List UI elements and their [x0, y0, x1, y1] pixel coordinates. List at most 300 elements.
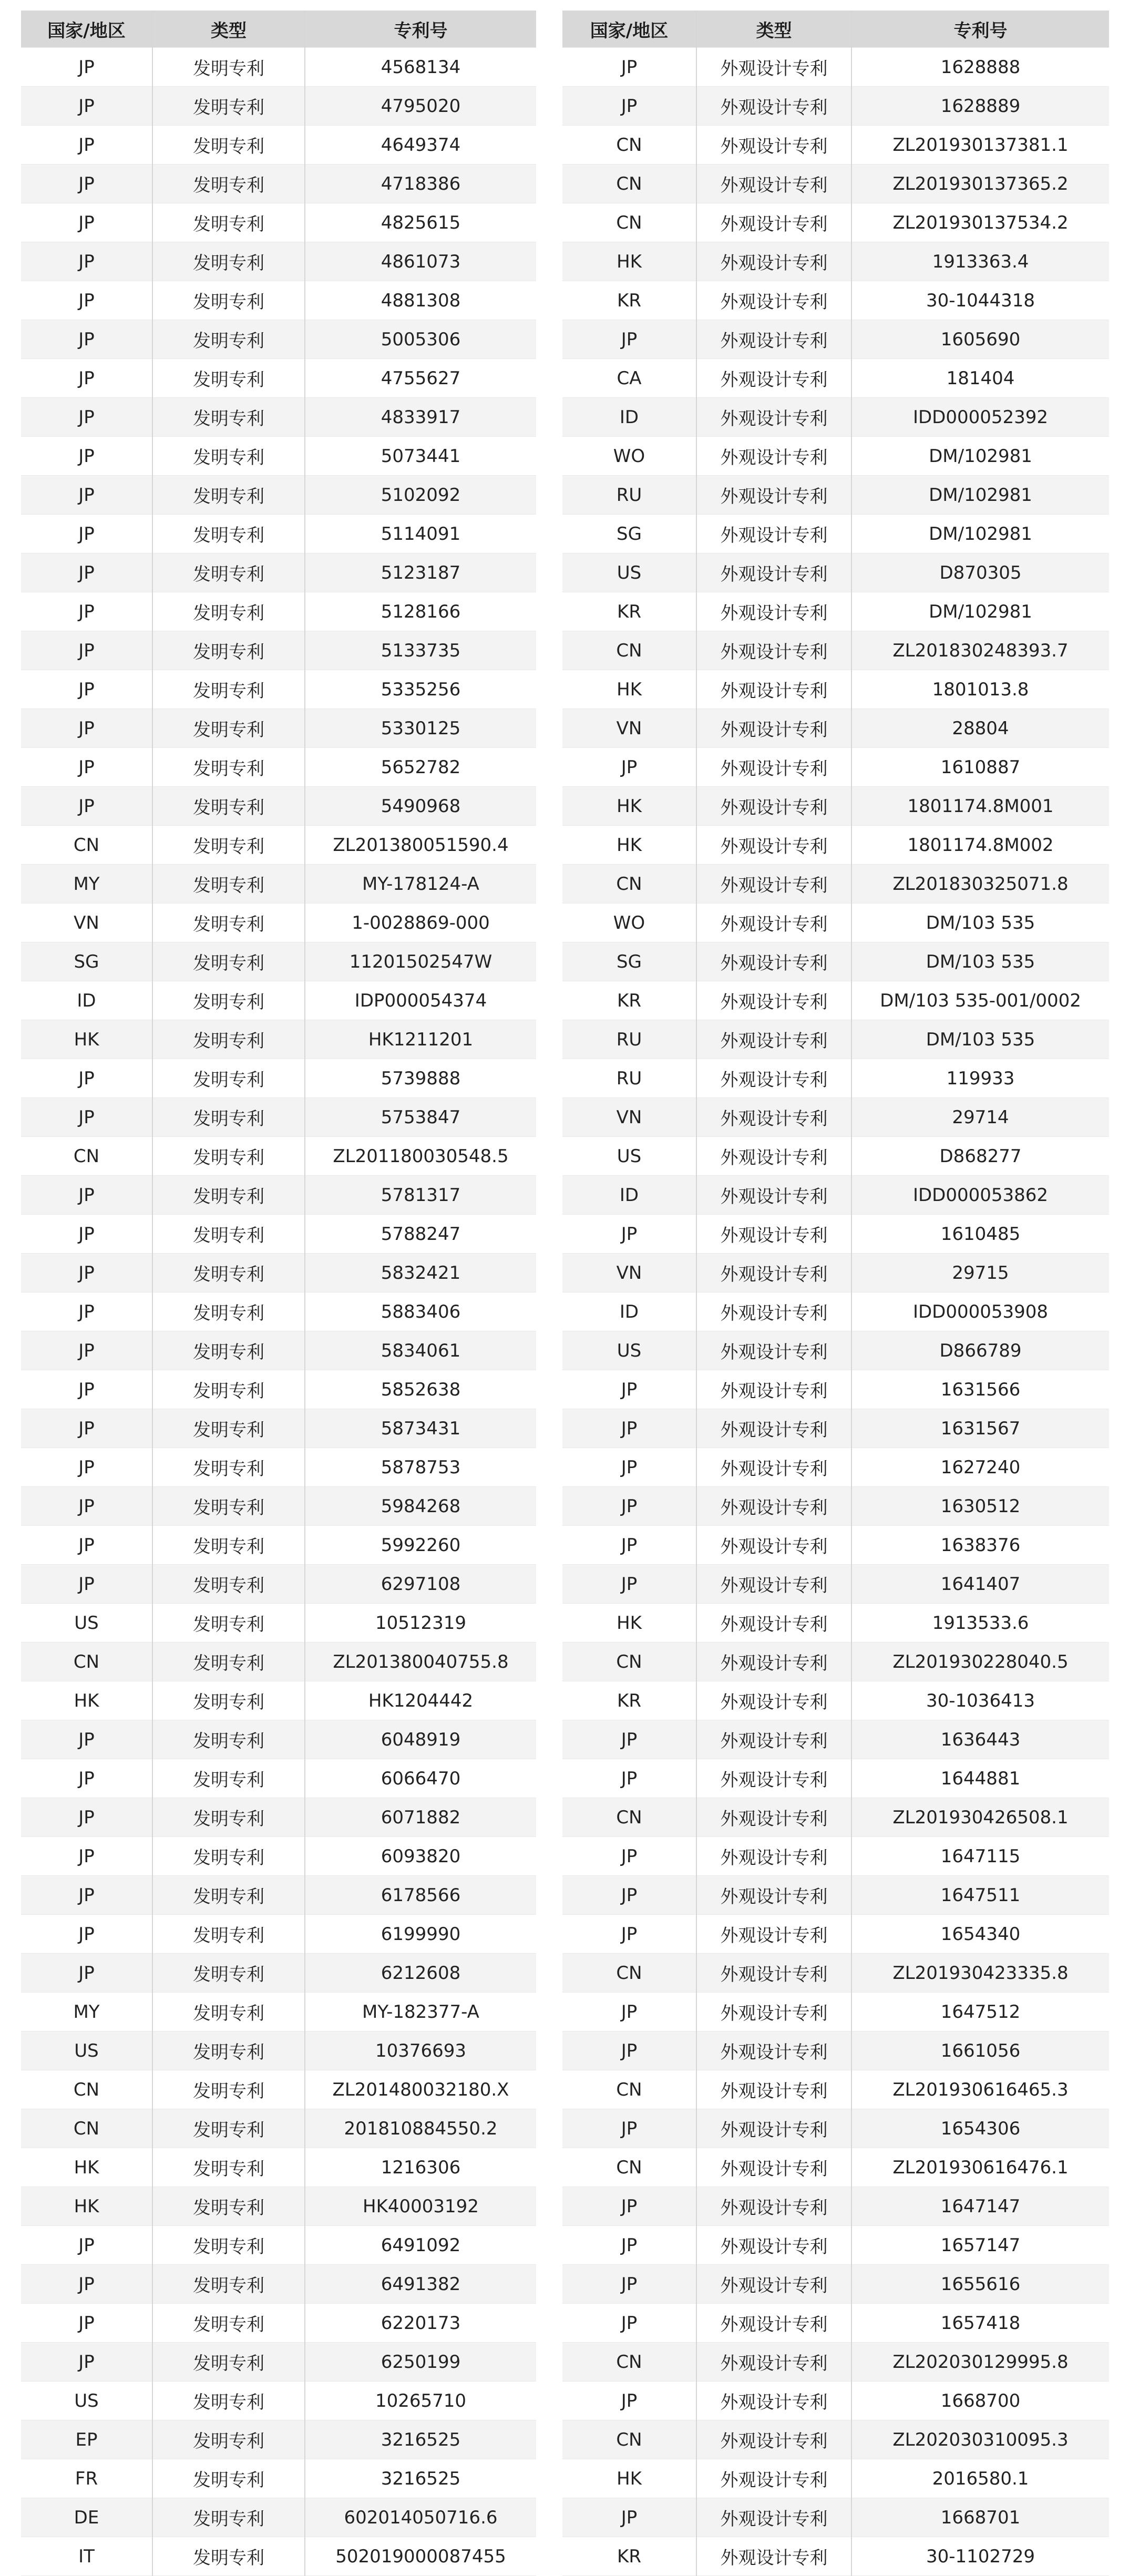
table-row — [562, 1604, 1109, 1643]
cell-patent-number: 5984268 — [305, 1487, 536, 1526]
cell-type: 外观设计专利 — [696, 126, 851, 165]
cell-type: 发明专利 — [152, 1370, 305, 1409]
cell-patent-number: ZL201930616465.3 — [851, 2070, 1109, 2109]
cell-patent-number: 30-1102729 — [851, 2537, 1109, 2576]
cell-patent-number: D870305 — [851, 553, 1109, 592]
cell-type: 外观设计专利 — [696, 592, 851, 631]
table-row — [562, 1837, 1109, 1876]
table-row — [21, 87, 536, 126]
table-row — [21, 670, 536, 709]
cell-type: 发明专利 — [152, 2031, 305, 2070]
cell-type: 外观设计专利 — [696, 2459, 851, 2498]
cell-type: 发明专利 — [152, 398, 305, 437]
cell-type: 发明专利 — [152, 2070, 305, 2109]
cell-patent-number: 5832421 — [305, 1254, 536, 1292]
cell-patent-number: MY-178124-A — [305, 865, 536, 904]
cell-patent-number: 4568134 — [305, 48, 536, 87]
cell-patent-number: 4755627 — [305, 359, 536, 398]
cell-type: 发明专利 — [152, 1798, 305, 1837]
cell-country: ID — [562, 398, 696, 437]
cell-patent-number: 6297108 — [305, 1565, 536, 1604]
cell-patent-number: DM/102981 — [851, 592, 1109, 631]
cell-country: CN — [562, 631, 696, 670]
cell-country: JP — [21, 1370, 152, 1409]
table-row — [21, 1215, 536, 1254]
cell-type: 发明专利 — [152, 281, 305, 320]
table-row — [21, 1681, 536, 1720]
cell-country: US — [562, 553, 696, 592]
table-row — [562, 709, 1109, 748]
cell-country: HK — [562, 2459, 696, 2498]
cell-country: JP — [21, 1876, 152, 1915]
cell-type: 发明专利 — [152, 865, 305, 904]
cell-type: 外观设计专利 — [696, 553, 851, 592]
cell-country: JP — [21, 1526, 152, 1565]
cell-type: 发明专利 — [152, 1565, 305, 1604]
cell-country: JP — [21, 631, 152, 670]
table-row — [21, 631, 536, 670]
cell-type: 外观设计专利 — [696, 1370, 851, 1409]
table-row — [21, 1526, 536, 1565]
cell-type: 外观设计专利 — [696, 1059, 851, 1098]
table-row — [562, 1292, 1109, 1331]
cell-country: WO — [562, 904, 696, 942]
cell-patent-number: D868277 — [851, 1137, 1109, 1176]
table-row — [562, 553, 1109, 592]
cell-patent-number: ZL201930616476.1 — [851, 2148, 1109, 2187]
cell-patent-number: 119933 — [851, 1059, 1109, 1098]
cell-country: JP — [21, 2265, 152, 2304]
cell-type: 外观设计专利 — [696, 1254, 851, 1292]
cell-patent-number: 1644881 — [851, 1759, 1109, 1798]
table-row — [562, 1759, 1109, 1798]
cell-type: 外观设计专利 — [696, 281, 851, 320]
table-row — [21, 1098, 536, 1137]
table-row — [562, 1876, 1109, 1915]
cell-country: RU — [562, 476, 696, 515]
cell-country: US — [562, 1137, 696, 1176]
cell-patent-number: IDD000053862 — [851, 1176, 1109, 1215]
table-row — [21, 515, 536, 553]
cell-patent-number: 1801174.8M001 — [851, 787, 1109, 826]
table-row — [21, 1059, 536, 1098]
table-row — [562, 1098, 1109, 1137]
cell-patent-number: 4825615 — [305, 203, 536, 242]
table-row — [21, 48, 536, 87]
cell-patent-number: 29714 — [851, 1098, 1109, 1137]
cell-type: 发明专利 — [152, 942, 305, 981]
table-row — [562, 1059, 1109, 1098]
cell-patent-number: IDD000052392 — [851, 398, 1109, 437]
table-row — [21, 242, 536, 281]
cell-type: 发明专利 — [152, 1487, 305, 1526]
table-row — [562, 1137, 1109, 1176]
table-row — [562, 2304, 1109, 2343]
cell-patent-number: 5878753 — [305, 1448, 536, 1487]
cell-type: 外观设计专利 — [696, 515, 851, 553]
cell-country: KR — [562, 981, 696, 1020]
table-row — [21, 904, 536, 942]
table-row — [21, 1720, 536, 1759]
cell-type: 外观设计专利 — [696, 826, 851, 865]
cell-type: 外观设计专利 — [696, 2187, 851, 2226]
cell-type: 外观设计专利 — [696, 2070, 851, 2109]
cell-country: CN — [21, 826, 152, 865]
cell-type: 外观设计专利 — [696, 87, 851, 126]
table-row — [21, 2226, 536, 2265]
cell-patent-number: ZL201480032180.X — [305, 2070, 536, 2109]
table-row — [562, 2070, 1109, 2109]
table-row — [21, 1176, 536, 1215]
cell-country: JP — [21, 1759, 152, 1798]
cell-type: 外观设计专利 — [696, 1176, 851, 1215]
cell-country: JP — [21, 398, 152, 437]
cell-patent-number: DM/103 535 — [851, 904, 1109, 942]
table-row — [562, 2187, 1109, 2226]
cell-type: 外观设计专利 — [696, 203, 851, 242]
cell-type: 外观设计专利 — [696, 2304, 851, 2343]
cell-type: 外观设计专利 — [696, 1487, 851, 1526]
cell-patent-number: 1668700 — [851, 2382, 1109, 2420]
cell-patent-number: 5128166 — [305, 592, 536, 631]
table-row — [562, 1915, 1109, 1954]
table-row — [562, 320, 1109, 359]
table-row — [562, 1526, 1109, 1565]
cell-patent-number: ZL201930137381.1 — [851, 126, 1109, 165]
cell-patent-number: 1913363.4 — [851, 242, 1109, 281]
cell-type: 外观设计专利 — [696, 1526, 851, 1565]
cell-type: 外观设计专利 — [696, 1837, 851, 1876]
cell-patent-number: ZL201380040755.8 — [305, 1643, 536, 1681]
cell-type: 发明专利 — [152, 1098, 305, 1137]
table-row — [562, 87, 1109, 126]
cell-type: 外观设计专利 — [696, 476, 851, 515]
cell-country: HK — [21, 2148, 152, 2187]
cell-type: 发明专利 — [152, 1059, 305, 1098]
cell-type: 外观设计专利 — [696, 2226, 851, 2265]
cell-patent-number: 1654340 — [851, 1915, 1109, 1954]
cell-country: MY — [21, 1993, 152, 2031]
cell-patent-number: 6220173 — [305, 2304, 536, 2343]
table-row — [562, 281, 1109, 320]
cell-country: JP — [562, 1215, 696, 1254]
table-row — [562, 1681, 1109, 1720]
table-header-row — [562, 11, 1109, 48]
cell-country: SG — [562, 515, 696, 553]
cell-type: 外观设计专利 — [696, 1137, 851, 1176]
cell-country: HK — [21, 1020, 152, 1059]
cell-type: 发明专利 — [152, 1604, 305, 1643]
table-row — [21, 1643, 536, 1681]
table-row — [562, 476, 1109, 515]
table-row — [562, 826, 1109, 865]
cell-type: 发明专利 — [152, 2343, 305, 2382]
cell-patent-number: 1636443 — [851, 1720, 1109, 1759]
table-row — [562, 2109, 1109, 2148]
table-row — [562, 592, 1109, 631]
table-row — [21, 1798, 536, 1837]
cell-type: 外观设计专利 — [696, 1448, 851, 1487]
cell-patent-number: HK40003192 — [305, 2187, 536, 2226]
cell-country: JP — [21, 476, 152, 515]
cell-type: 外观设计专利 — [696, 1993, 851, 2031]
cell-patent-number: 1628889 — [851, 87, 1109, 126]
cell-patent-number: 10512319 — [305, 1604, 536, 1643]
cell-country: US — [21, 2031, 152, 2070]
cell-country: FR — [21, 2459, 152, 2498]
cell-type: 外观设计专利 — [696, 631, 851, 670]
table-row — [562, 2031, 1109, 2070]
cell-country: JP — [21, 1720, 152, 1759]
cell-patent-number: 29715 — [851, 1254, 1109, 1292]
cell-patent-number: 1638376 — [851, 1526, 1109, 1565]
cell-type: 发明专利 — [152, 87, 305, 126]
cell-patent-number: ZL201930137534.2 — [851, 203, 1109, 242]
cell-country: JP — [21, 1254, 152, 1292]
cell-country: JP — [562, 320, 696, 359]
cell-type: 发明专利 — [152, 126, 305, 165]
table-row — [21, 398, 536, 437]
cell-patent-number: 1216306 — [305, 2148, 536, 2187]
table-row — [21, 2070, 536, 2109]
cell-type: 发明专利 — [152, 1176, 305, 1215]
table-row — [21, 1954, 536, 1993]
table-row — [21, 2265, 536, 2304]
cell-country: KR — [562, 281, 696, 320]
cell-country: JP — [21, 709, 152, 748]
cell-type: 外观设计专利 — [696, 2420, 851, 2459]
cell-patent-number: 4833917 — [305, 398, 536, 437]
table-row — [562, 1565, 1109, 1604]
cell-patent-number: 30-1044318 — [851, 281, 1109, 320]
table-row — [21, 437, 536, 476]
table-row — [21, 1993, 536, 2031]
cell-patent-number: 1913533.6 — [851, 1604, 1109, 1643]
cell-patent-number: 10265710 — [305, 2382, 536, 2420]
table-row — [21, 359, 536, 398]
cell-patent-number: DM/102981 — [851, 515, 1109, 553]
cell-patent-number: 5781317 — [305, 1176, 536, 1215]
cell-country: JP — [562, 2187, 696, 2226]
table-row — [21, 2382, 536, 2420]
cell-patent-number: 1647512 — [851, 1993, 1109, 2031]
table-row — [21, 709, 536, 748]
cell-type: 外观设计专利 — [696, 1915, 851, 1954]
cell-country: JP — [562, 1915, 696, 1954]
cell-type: 外观设计专利 — [696, 437, 851, 476]
table-row — [21, 1020, 536, 1059]
cell-type: 外观设计专利 — [696, 1681, 851, 1720]
cell-patent-number: 1631566 — [851, 1370, 1109, 1409]
table-row — [21, 2537, 536, 2576]
cell-country: JP — [21, 1565, 152, 1604]
table-row — [21, 2304, 536, 2343]
cell-patent-number: 1654306 — [851, 2109, 1109, 2148]
cell-type: 发明专利 — [152, 1215, 305, 1254]
table-row — [562, 398, 1109, 437]
table-row — [21, 942, 536, 981]
cell-type: 发明专利 — [152, 2537, 305, 2576]
cell-country: VN — [21, 904, 152, 942]
cell-country: JP — [21, 2343, 152, 2382]
cell-type: 外观设计专利 — [696, 2148, 851, 2187]
table-row — [21, 592, 536, 631]
cell-type: 发明专利 — [152, 670, 305, 709]
cell-country: JP — [21, 2304, 152, 2343]
cell-country: CN — [562, 2420, 696, 2459]
cell-patent-number: 6093820 — [305, 1837, 536, 1876]
cell-country: US — [21, 2382, 152, 2420]
cell-patent-number: 6071882 — [305, 1798, 536, 1837]
cell-country: JP — [21, 1331, 152, 1370]
cell-country: JP — [562, 2304, 696, 2343]
cell-patent-number: ZL201930228040.5 — [851, 1643, 1109, 1681]
table-row — [562, 981, 1109, 1020]
table-row — [562, 437, 1109, 476]
cell-country: US — [21, 1604, 152, 1643]
cell-country: VN — [562, 1254, 696, 1292]
cell-patent-number: 5834061 — [305, 1331, 536, 1370]
cell-type: 外观设计专利 — [696, 1331, 851, 1370]
cell-country: JP — [21, 1487, 152, 1526]
cell-country: JP — [562, 1993, 696, 2031]
cell-type: 外观设计专利 — [696, 1720, 851, 1759]
cell-type: 外观设计专利 — [696, 2109, 851, 2148]
table-row — [21, 865, 536, 904]
cell-type: 外观设计专利 — [696, 981, 851, 1020]
cell-type: 外观设计专利 — [696, 1409, 851, 1448]
cell-type: 外观设计专利 — [696, 2265, 851, 2304]
cell-patent-number: DM/103 535 — [851, 942, 1109, 981]
table-row — [562, 126, 1109, 165]
cell-country: CN — [562, 165, 696, 203]
table-row — [562, 48, 1109, 87]
cell-patent-number: IDD000053908 — [851, 1292, 1109, 1331]
cell-type: 发明专利 — [152, 2420, 305, 2459]
cell-patent-number: 30-1036413 — [851, 1681, 1109, 1720]
cell-patent-number: 5883406 — [305, 1292, 536, 1331]
cell-type: 外观设计专利 — [696, 320, 851, 359]
cell-patent-number: ZL201380051590.4 — [305, 826, 536, 865]
table-row — [21, 1759, 536, 1798]
table-row — [21, 1409, 536, 1448]
cell-country: JP — [562, 2265, 696, 2304]
invention-patents-panel — [21, 11, 536, 2576]
cell-patent-number: 5788247 — [305, 1215, 536, 1254]
table-row — [21, 1604, 536, 1643]
cell-country: JP — [21, 1292, 152, 1331]
cell-country: WO — [562, 437, 696, 476]
cell-type: 发明专利 — [152, 48, 305, 87]
cell-type: 外观设计专利 — [696, 904, 851, 942]
cell-type: 发明专利 — [152, 2498, 305, 2537]
cell-patent-number: 1631567 — [851, 1409, 1109, 1448]
cell-patent-number: 4649374 — [305, 126, 536, 165]
cell-country: CN — [562, 203, 696, 242]
cell-country: JP — [21, 1409, 152, 1448]
cell-country: HK — [562, 670, 696, 709]
cell-patent-number: HK1204442 — [305, 1681, 536, 1720]
cell-type: 发明专利 — [152, 1331, 305, 1370]
table-row — [562, 2537, 1109, 2576]
table-row — [21, 1837, 536, 1876]
cell-patent-number: 6491382 — [305, 2265, 536, 2304]
cell-country: JP — [562, 2226, 696, 2265]
cell-country: JP — [562, 1409, 696, 1448]
table-row — [562, 748, 1109, 787]
cell-type: 发明专利 — [152, 320, 305, 359]
table-row — [21, 1137, 536, 1176]
table-row — [562, 2226, 1109, 2265]
cell-patent-number: 1628888 — [851, 48, 1109, 87]
cell-country: JP — [562, 1565, 696, 1604]
table-row — [21, 2498, 536, 2537]
table-row — [562, 1993, 1109, 2031]
cell-patent-number: 6199990 — [305, 1915, 536, 1954]
table-row — [562, 904, 1109, 942]
cell-patent-number: 1630512 — [851, 1487, 1109, 1526]
cell-country: JP — [21, 1915, 152, 1954]
table-row — [21, 1448, 536, 1487]
cell-country: HK — [21, 1681, 152, 1720]
cell-type: 发明专利 — [152, 2265, 305, 2304]
cell-patent-number: 5873431 — [305, 1409, 536, 1448]
cell-type: 外观设计专利 — [696, 359, 851, 398]
cell-type: 发明专利 — [152, 709, 305, 748]
cell-patent-number: 5852638 — [305, 1370, 536, 1409]
cell-type: 发明专利 — [152, 2226, 305, 2265]
cell-country: CN — [562, 1954, 696, 1993]
cell-type: 外观设计专利 — [696, 2498, 851, 2537]
cell-country: JP — [21, 320, 152, 359]
cell-type: 外观设计专利 — [696, 787, 851, 826]
cell-patent-number: 6066470 — [305, 1759, 536, 1798]
table-row — [21, 826, 536, 865]
cell-patent-number: 5739888 — [305, 1059, 536, 1098]
cell-country: CN — [21, 2109, 152, 2148]
cell-country: JP — [562, 1876, 696, 1915]
cell-patent-number: 3216525 — [305, 2459, 536, 2498]
cell-patent-number: 3216525 — [305, 2420, 536, 2459]
table-row — [562, 1954, 1109, 1993]
cell-type: 发明专利 — [152, 476, 305, 515]
cell-patent-number: 1647511 — [851, 1876, 1109, 1915]
cell-patent-number: 1641407 — [851, 1565, 1109, 1604]
cell-country: JP — [21, 437, 152, 476]
cell-patent-number: 1801013.8 — [851, 670, 1109, 709]
table-row — [21, 2187, 536, 2226]
cell-type: 外观设计专利 — [696, 2382, 851, 2420]
cell-country: KR — [562, 592, 696, 631]
table-row — [21, 476, 536, 515]
cell-patent-number: 5102092 — [305, 476, 536, 515]
cell-patent-number: ZL202030310095.3 — [851, 2420, 1109, 2459]
cell-type: 发明专利 — [152, 1915, 305, 1954]
cell-country: JP — [21, 165, 152, 203]
cell-patent-number: ZL201930137365.2 — [851, 165, 1109, 203]
cell-country: JP — [21, 1215, 152, 1254]
table-row — [562, 2459, 1109, 2498]
cell-type: 外观设计专利 — [696, 1292, 851, 1331]
table-row — [21, 1370, 536, 1409]
cell-country: US — [562, 1331, 696, 1370]
table-row — [562, 1215, 1109, 1254]
cell-country: JP — [21, 670, 152, 709]
cell-type: 发明专利 — [152, 1137, 305, 1176]
cell-country: JP — [562, 1837, 696, 1876]
cell-type: 发明专利 — [152, 515, 305, 553]
table-body — [21, 48, 536, 2576]
